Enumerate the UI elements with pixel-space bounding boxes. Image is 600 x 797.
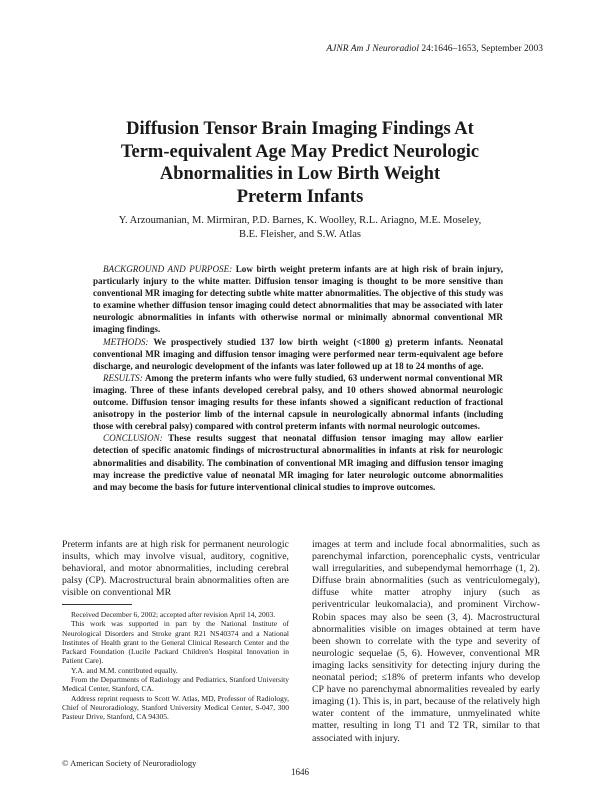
- intro-continuation: images at term and include focal abnormalities, such as parenchymal infarction, porencephalic cysts, ventricular wall irregularities, and subependymal hemorrhage (1, 2). Diffuse brain abnormalities (such as ventriculomegaly), diffuse white matter atrophy injury (such as periventricular leukomalacia), and prominent Virchow-Robin spaces may also be seen (3, 4). Macrostructural abnormalities visible on images obtained at term have been shown to correlate with the type and severity of neurologic sequelae (5, 6). However, conventional MR imaging lacks sensitivity for detecting injury during the neonatal period; ≤18% of preterm infants who develop CP have no parenchymal abnormalities revealed by early imaging (1). This is, in part, because of the relatively high water content of the immature, unmyelinated white matter, resulting in long T1 and T2 TR, similar to that associated with injury.: [312, 539, 540, 744]
- background-text: Low birth weight preterm infants are at high risk of brain injury, particularly injury to the white matter. Diffusion tensor imaging is thought to be more sensitive than conventional MR imaging for detecting subtle white matter abnormalities. The objective of this study was to examine whether diffusion tensor imaging could detect abnormalities that may be associated with later neurologic abnormalities in infants with otherwise normal or minimally abnormal conventional MR imaging findings.: [93, 264, 503, 335]
- methods-label: METHODS:: [103, 336, 149, 347]
- abstract: [93, 263, 503, 493]
- methods-text: We prospectively studied 137 low birth weight (<1800 g) preterm infants. Neonatal conventional MR imaging and diffusion tensor imaging were performed near term-equivalent age before discharge, and neurologic development of the infants was later followed up at 18 to 24 months of age.: [93, 336, 504, 371]
- background-label: BACKGROUND AND PURPOSE:: [103, 264, 233, 274]
- title-line: Diffusion Tensor Brain Imaging Findings At: [126, 119, 474, 139]
- author-line: Y. Arzoumanian, M. Mirmiran, P.D. Barnes, K. Woolley, R.L. Ariagno, M.E. Moseley,: [118, 215, 482, 226]
- page-number: 1646: [291, 767, 309, 777]
- results-label: RESULTS:: [103, 372, 143, 383]
- journal-citation: [326, 44, 543, 54]
- footnote-received: Received December 6, 2002; accepted after revision April 14, 2003.: [71, 610, 276, 619]
- abstract-results: [93, 372, 503, 432]
- footnote-affiliation: From the Departments of Radiology and Pediatrics, Stanford University Medical Center, Stanford, CA.: [62, 675, 289, 694]
- conclusion-text: These results suggest that neonatal diffusion tensor imaging may allow earlier detection of specific anatomic findings of microstructural abnormalities in infants at risk for neurologic abnormalities and disability. The combination of conventional MR imaging and diffusion tensor imaging may increase the predictive value of neonatal MR imaging for later neurologic outcome abnormalities and may become the basis for future interventional clinical studies to improve outcomes.: [93, 433, 504, 492]
- journal-abbrev: AJNR Am J Neuroradiol: [326, 44, 419, 54]
- abstract-background: [93, 263, 503, 336]
- copyright: © American Society of Neuroradiology: [62, 758, 197, 768]
- title-line: Term-equivalent Age May Predict Neurologic: [120, 141, 480, 162]
- body-column-left: [62, 539, 289, 599]
- title-line: Preterm Infants: [236, 186, 364, 207]
- title-line: Abnormalities in Low Birth Weight: [159, 164, 441, 184]
- abstract-methods: [93, 336, 503, 372]
- footnote-reprint-address: Address reprint requests to Scott W. Atlas, MD, Professor of Radiology, Chief of Neuroradiology, Stanford University Medical Center, S-047, 300 Pasteur Drive, Stanford, CA 94305.: [62, 693, 289, 722]
- footnote-divider: [62, 604, 132, 605]
- abstract-conclusion: [93, 432, 503, 492]
- footnote-funding: This work was supported in part by the National Institute of Neurological Disorders and Stroke grant R21 NS40374 and a National Institutes of Health grant to the General Clinical Research Center and the Packard Foundation (Lucile Packard Children's Hospital Innovation in Patient Care).: [62, 619, 289, 666]
- author-list: [60, 214, 540, 242]
- conclusion-label: CONCLUSION:: [103, 433, 163, 444]
- footnotes: [62, 610, 289, 768]
- footnote-contribution: Y.A. and M.M. contributed equally.: [71, 665, 178, 675]
- author-line: B.E. Fleisher, and S.W. Atlas: [239, 229, 361, 240]
- article-title: [60, 118, 540, 208]
- body-column-right: [312, 539, 540, 745]
- citation-details: 24:1646–1653, September 2003: [421, 44, 543, 54]
- results-text: Among the preterm infants who were fully studied, 63 underwent normal conventional MR imaging. Three of these infants developed cerebral palsy, and 10 others showed abnormal neurologic outcome. Diffusion tensor imaging results for these infants showed a significant reduction of fractional anisotropy in the posterior limb of the internal capsule in neurologically abnormal infants (including those with cerebral palsy) compared with control preterm infants with normal neurologic outcomes.: [93, 372, 503, 432]
- intro-paragraph: Preterm infants are at high risk for permanent neurologic insults, which may involve visual, auditory, cognitive, behavioral, and motor abnormalities, including cerebral palsy (CP). Macrostructural brain abnormalities often are visible on conventional MR: [62, 539, 289, 599]
